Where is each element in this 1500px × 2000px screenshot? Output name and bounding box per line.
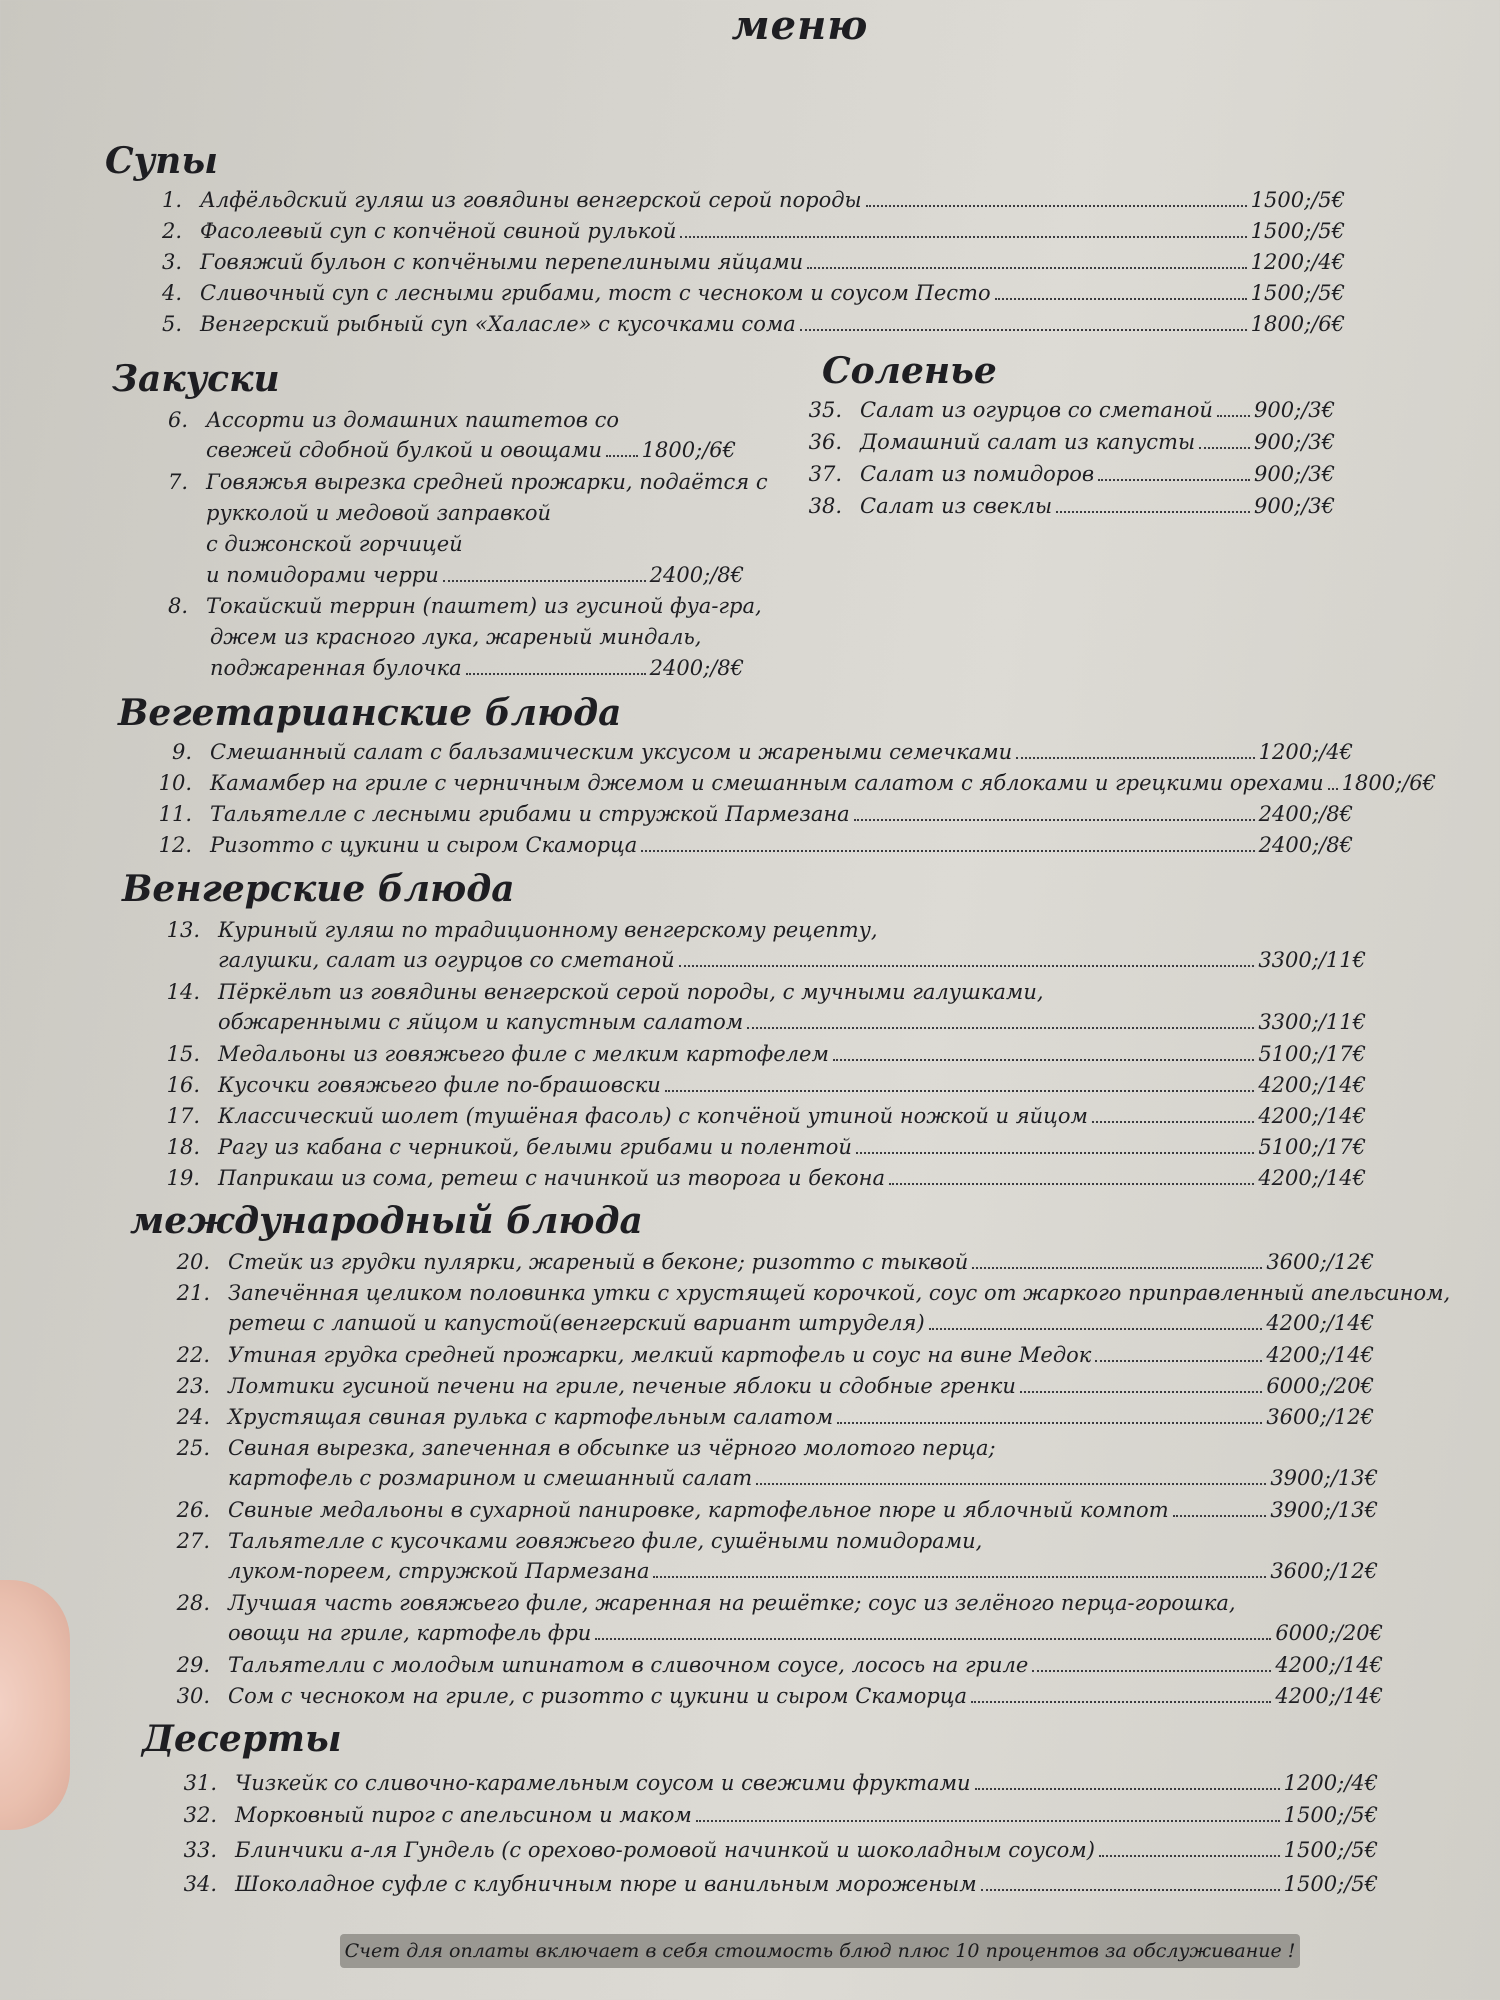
menu-item: 1. Алфёльдский гуляш из говядины венгерской серой породы 1500;/5€ [161,188,1345,212]
menu-item: 23. Ломтики гусиной печени на гриле, печеные яблоки и сдобные гренки 6000;/20€ [176,1374,1374,1398]
menu-item: 4. Сливочный суп с лесными грибами, тост с чесноком и соусом Песто 1500;/5€ [161,281,1345,305]
menu-item-line: джем из красного лука, жареный миндаль, [210,625,702,649]
section-title-international: международный блюда [130,1200,643,1242]
menu-item: свежей сдобной булкой и овощами 1800;/6€ [206,438,736,462]
page-title: меню [731,2,869,49]
menu-item: 32. Морковный пирог с апельсином и маком 1500;/5€ [183,1803,1378,1827]
menu-item: 31. Чизкейк со сливочно-карамельным соусом и свежими фруктами 1200;/4€ [183,1771,1378,1795]
menu-item: 20. Стейк из грудки пулярки, жареный в беконе; ризотто с тыквой 3600;/12€ [176,1250,1374,1274]
menu-item-line: 27. Тальятелле с кусочками говяжьего филе, сушёными помидорами, [176,1529,983,1553]
menu-item: 24. Хрустящая свиная рулька с картофельным салатом 3600;/12€ [176,1405,1374,1429]
menu-item: обжаренными с яйцом и капустным салатом 3300;/11€ [218,1010,1366,1034]
menu-item: 33. Блинчики а-ля Гундель (с орехово-ромовой начинкой и шоколадным соусом) 1500;/5€ [183,1838,1378,1862]
menu-item-line: 6. Ассорти из домашних паштетов со [167,408,620,432]
menu-item: 34. Шоколадное суфле с клубничным пюре и ванильным мороженым 1500;/5€ [183,1872,1378,1896]
menu-item: 35. Салат из огурцов со сметаной 900;/3€ [808,398,1335,422]
menu-item: 9. Смешанный салат с бальзамическим уксусом и жареными семечками 1200;/4€ [171,740,1353,764]
menu-item: 2. Фасолевый суп с копчёной свиной рулькой 1500;/5€ [161,219,1345,243]
menu-item: 5. Венгерский рыбный суп «Халасле» с кусочками сома 1800;/6€ [161,312,1345,336]
section-title-soups: Супы [105,140,218,182]
menu-item-line: 14. Пёркёльт из говядины венгерской серой породы, с мучными галушками, [166,980,1044,1004]
menu-item-line: 28. Лучшая часть говяжьего филе, жаренная на решётке; соус из зелёного перца-горошка, [176,1591,1236,1615]
menu-item: 17. Классический шолет (тушёная фасоль) с копчёной утиной ножкой и яйцом 4200;/14€ [166,1104,1366,1128]
menu-item: 38. Салат из свеклы 900;/3€ [808,494,1335,518]
menu-item: 36. Домашний салат из капусты 900;/3€ [808,430,1335,454]
menu-item: 37. Салат из помидоров 900;/3€ [808,462,1335,486]
menu-item: поджаренная булочка 2400;/8€ [210,656,744,680]
menu-item: овощи на гриле, картофель фри 6000;/20€ [228,1621,1383,1645]
menu-item-line: 8. Токайский террин (паштет) из гусиной фуа-гра, [167,594,762,618]
section-title-hungarian: Венгерские блюда [122,868,515,910]
service-charge-note: Счет для оплаты включает в себя стоимость блюд плюс 10 процентов за обслуживание ! [340,1934,1300,1968]
menu-item-line: с дижонской горчицей [206,532,463,556]
menu-item: 18. Рагу из кабана с черникой, белыми грибами и полентой 5100;/17€ [166,1135,1366,1159]
menu-item: 11. Тальятелле с лесными грибами и стружкой Пармезана 2400;/8€ [158,802,1353,826]
thumb [0,1580,70,1830]
menu-item-line: 25. Свиная вырезка, запеченная в обсыпке из чёрного молотого перца; [176,1436,996,1460]
menu-item: 12. Ризотто с цукини и сыром Скаморца 2400;/8€ [158,833,1353,857]
menu-item: 10. Камамбер на гриле с черничным джемом и смешанным салатом с яблоками и грецкими орехами 1800;/6€ [158,771,1437,795]
menu-item: луком-пореем, стружкой Пармезана 3600;/12€ [228,1559,1378,1583]
menu-item: 16. Кусочки говяжьего филе по-брашовски 4200;/14€ [166,1073,1366,1097]
menu-item: 30. Сом с чесноком на гриле, с ризотто с цукини и сыром Скаморца 4200;/14€ [176,1684,1383,1708]
menu-item: 15. Медальоны из говяжьего филе с мелким картофелем 5100;/17€ [166,1042,1366,1066]
menu-item: 29. Тальятелли с молодым шпинатом в сливочном соусе, лосось на гриле 4200;/14€ [176,1653,1383,1677]
section-title-appetizers: Закуски [112,358,280,400]
menu-item-line: 13. Куриный гуляш по традиционному венгерскому рецепту, [166,918,878,942]
menu-item-line: 21. Запечённая целиком половинка утки с хрустящей корочкой, соус от жаркого приправленный апельсином, [176,1281,1451,1305]
menu-item: 22. Утиная грудка средней прожарки, мелкий картофель и соус на вине Медок 4200;/14€ [176,1343,1374,1367]
section-title-pickles: Соленье [822,350,997,392]
menu-item: галушки, салат из огурцов со сметаной 3300;/11€ [218,948,1366,972]
menu-item: 3. Говяжий бульон с копчёными перепелиными яйцами 1200;/4€ [161,250,1345,274]
menu-item: и помидорами черри 2400;/8€ [206,563,744,587]
section-title-desserts: Десерты [142,1718,342,1760]
menu-item-line: рукколой и медовой заправкой [206,501,552,525]
menu-item-line: 7. Говяжья вырезка средней прожарки, подаётся с [167,470,768,494]
section-title-vegetarian: Вегетарианские блюда [118,692,622,734]
menu-item: 19. Паприкаш из сома, ретеш с начинкой из творога и бекона 4200;/14€ [166,1166,1366,1190]
menu-item: ретеш с лапшой и капустой(венгерский вариант штруделя) 4200;/14€ [228,1311,1374,1335]
menu-item: картофель с розмарином и смешанный салат 3900;/13€ [228,1466,1378,1490]
menu-item: 26. Свиные медальоны в сухарной панировке, картофельное пюре и яблочный компот 3900;/13€ [176,1498,1378,1522]
